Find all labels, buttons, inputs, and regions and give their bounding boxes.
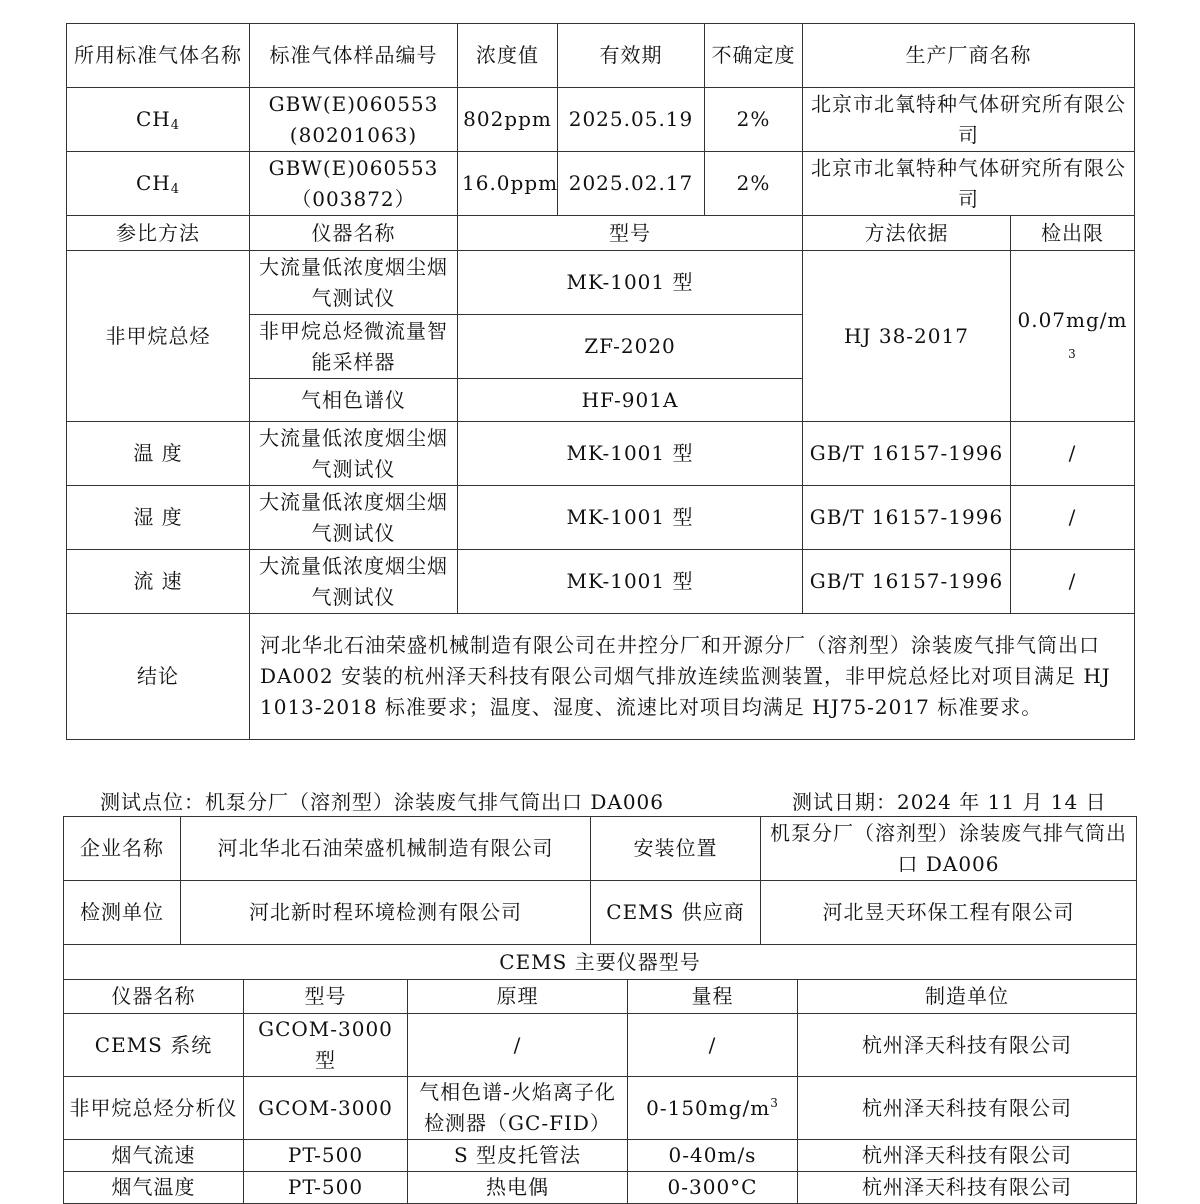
maker-cell: 杭州泽天科技有限公司 <box>798 1140 1137 1172</box>
basis-cell: GB/T 16157-1996 <box>803 422 1011 486</box>
header-model: 型号 <box>244 980 408 1014</box>
test-date-caption: 测试日期：2024 年 11 月 14 日 <box>792 790 1107 814</box>
table-row <box>67 486 1135 550</box>
table-row <box>67 88 1135 152</box>
header-range: 量程 <box>628 980 798 1014</box>
gas-subscript: 4 <box>170 118 181 133</box>
gas-cell <box>67 88 250 152</box>
supplier-label: CEMS 供应商 <box>591 881 761 945</box>
header-model: 型号 <box>458 216 803 251</box>
model-cell: MK-1001 型 <box>458 422 803 486</box>
limit-superscript: 3 <box>1068 347 1077 361</box>
principle-cell: S 型皮托管法 <box>408 1140 628 1172</box>
test-unit-value: 河北新时程环境检测有限公司 <box>181 881 591 945</box>
instrument-name-cell: CEMS 系统 <box>64 1014 244 1077</box>
header-method: 参比方法 <box>67 216 250 251</box>
model-cell: MK-1001 型 <box>458 550 803 614</box>
header-basis: 方法依据 <box>803 216 1011 251</box>
conclusion-label: 结论 <box>67 614 250 740</box>
instrument-cell: 大流量低浓度烟尘烟气测试仪 <box>250 550 458 614</box>
install-value: 机泵分厂（溶剂型）涂装废气排气筒出口 DA006 <box>761 817 1137 881</box>
header-gas-name: 所用标准气体名称 <box>67 24 250 88</box>
maker-cell: 杭州泽天科技有限公司 <box>798 1172 1137 1204</box>
conclusion-text: 河北华北石油荣盛机械制造有限公司在井控分厂和开源分厂（溶剂型）涂装废气排气筒出口 DA002 安装的杭州泽天科技有限公司烟气排放连续监测装置，非甲烷总烃比对项目满足 HJ 1013-2018 标准要求；温度、湿度、流速比对项目均满足 HJ75-2017 标准要求。 <box>250 614 1135 740</box>
range-superscript: 3 <box>770 1095 779 1110</box>
gas-subscript: 4 <box>170 182 181 197</box>
param-name-cell: 流 速 <box>67 550 250 614</box>
sample-no-line1: GBW(E)060553 <box>268 91 439 116</box>
manufacturer-cell: 北京市北氧特种气体研究所有限公司 <box>803 152 1135 216</box>
test-unit-label: 检测单位 <box>64 881 181 945</box>
cems-instrument-title: CEMS 主要仪器型号 <box>64 945 1137 980</box>
range-cell: 0-300°C <box>628 1172 798 1204</box>
sample-no-line1: GBW(E)060553 <box>268 155 439 180</box>
instrument-cell: 气相色谱仪 <box>250 379 458 422</box>
instrument-name-cell: 非甲烷总烃分析仪 <box>64 1077 244 1140</box>
header-sample-no: 标准气体样品编号 <box>250 24 458 88</box>
header-principle: 原理 <box>408 980 628 1014</box>
table-row <box>67 550 1135 614</box>
supplier-value: 河北昱天环保工程有限公司 <box>761 881 1137 945</box>
model-cell: ZF-2020 <box>458 315 803 379</box>
header-instrument-name: 仪器名称 <box>64 980 244 1014</box>
header-instrument: 仪器名称 <box>250 216 458 251</box>
range-value: 0-150mg/m <box>646 1095 771 1120</box>
install-label: 安装位置 <box>591 817 761 881</box>
limit-value: 0.07mg/m <box>1017 308 1128 332</box>
instrument-cell: 非甲烷总烃微流量智能采样器 <box>250 315 458 379</box>
instrument-name-cell: 烟气温度 <box>64 1172 244 1204</box>
sample-no-cell <box>250 152 458 216</box>
uncertainty-cell: 2% <box>705 88 803 152</box>
sample-no-cell <box>250 88 458 152</box>
range-cell: 0-40m/s <box>628 1140 798 1172</box>
sample-no-line2: (80201063) <box>289 122 418 147</box>
header-concentration: 浓度值 <box>458 24 558 88</box>
model-cell: PT-500 <box>244 1172 408 1204</box>
range-cell <box>628 1077 798 1140</box>
standard-gas-table <box>66 23 1135 740</box>
header-maker: 制造单位 <box>798 980 1137 1014</box>
model-cell: MK-1001 型 <box>458 486 803 550</box>
table-row <box>67 152 1135 216</box>
principle-cell: 气相色谱-火焰离子化检测器（GC-FID） <box>408 1077 628 1140</box>
header-expiry: 有效期 <box>558 24 705 88</box>
sample-no-line2: （003872） <box>291 186 416 211</box>
header-manufacturer: 生产厂商名称 <box>803 24 1135 88</box>
expiry-cell: 2025.02.17 <box>558 152 705 216</box>
instrument-cell: 大流量低浓度烟尘烟气测试仪 <box>250 251 458 315</box>
range-cell: / <box>628 1014 798 1077</box>
param-name-cell: 温 度 <box>67 422 250 486</box>
instrument-cell: 大流量低浓度烟尘烟气测试仪 <box>250 486 458 550</box>
table-row <box>64 1172 1137 1204</box>
table-row <box>67 422 1135 486</box>
table-row <box>64 1077 1137 1140</box>
enterprise-label: 企业名称 <box>64 817 181 881</box>
gas-formula: CH <box>135 171 171 195</box>
table-row <box>67 251 1135 315</box>
header-limit: 检出限 <box>1011 216 1135 251</box>
maker-cell: 杭州泽天科技有限公司 <box>798 1014 1137 1077</box>
basis-cell: GB/T 16157-1996 <box>803 486 1011 550</box>
cems-instrument-table <box>63 979 1137 1204</box>
table-row <box>64 1014 1137 1077</box>
model-cell: PT-500 <box>244 1140 408 1172</box>
enterprise-info-table <box>63 816 1137 980</box>
instrument-name-cell: 烟气流速 <box>64 1140 244 1172</box>
concentration-cell: 802ppm <box>458 88 558 152</box>
principle-cell: / <box>408 1014 628 1077</box>
instrument-cell: 大流量低浓度烟尘烟气测试仪 <box>250 422 458 486</box>
nmhc-name-cell: 非甲烷总烃 <box>67 251 250 422</box>
nmhc-basis-cell: HJ 38-2017 <box>803 251 1011 422</box>
model-cell: GCOM-3000 <box>244 1077 408 1140</box>
gas-formula: CH <box>135 107 171 131</box>
gas-cell <box>67 152 250 216</box>
principle-cell: 热电偶 <box>408 1172 628 1204</box>
nmhc-limit-cell <box>1011 251 1135 422</box>
limit-cell: / <box>1011 486 1135 550</box>
limit-cell: / <box>1011 550 1135 614</box>
model-cell: GCOM-3000 型 <box>244 1014 408 1077</box>
param-name-cell: 湿 度 <box>67 486 250 550</box>
model-cell: MK-1001 型 <box>458 251 803 315</box>
header-uncertainty: 不确定度 <box>705 24 803 88</box>
test-point-caption: 测试点位：机泵分厂（溶剂型）涂装废气排气筒出口 DA006 <box>100 790 665 814</box>
concentration-cell: 16.0ppm <box>458 152 558 216</box>
limit-cell: / <box>1011 422 1135 486</box>
maker-cell: 杭州泽天科技有限公司 <box>798 1077 1137 1140</box>
manufacturer-cell: 北京市北氧特种气体研究所有限公司 <box>803 88 1135 152</box>
table-row <box>64 1140 1137 1172</box>
expiry-cell: 2025.05.19 <box>558 88 705 152</box>
basis-cell: GB/T 16157-1996 <box>803 550 1011 614</box>
uncertainty-cell: 2% <box>705 152 803 216</box>
enterprise-value: 河北华北石油荣盛机械制造有限公司 <box>181 817 591 881</box>
model-cell: HF-901A <box>458 379 803 422</box>
